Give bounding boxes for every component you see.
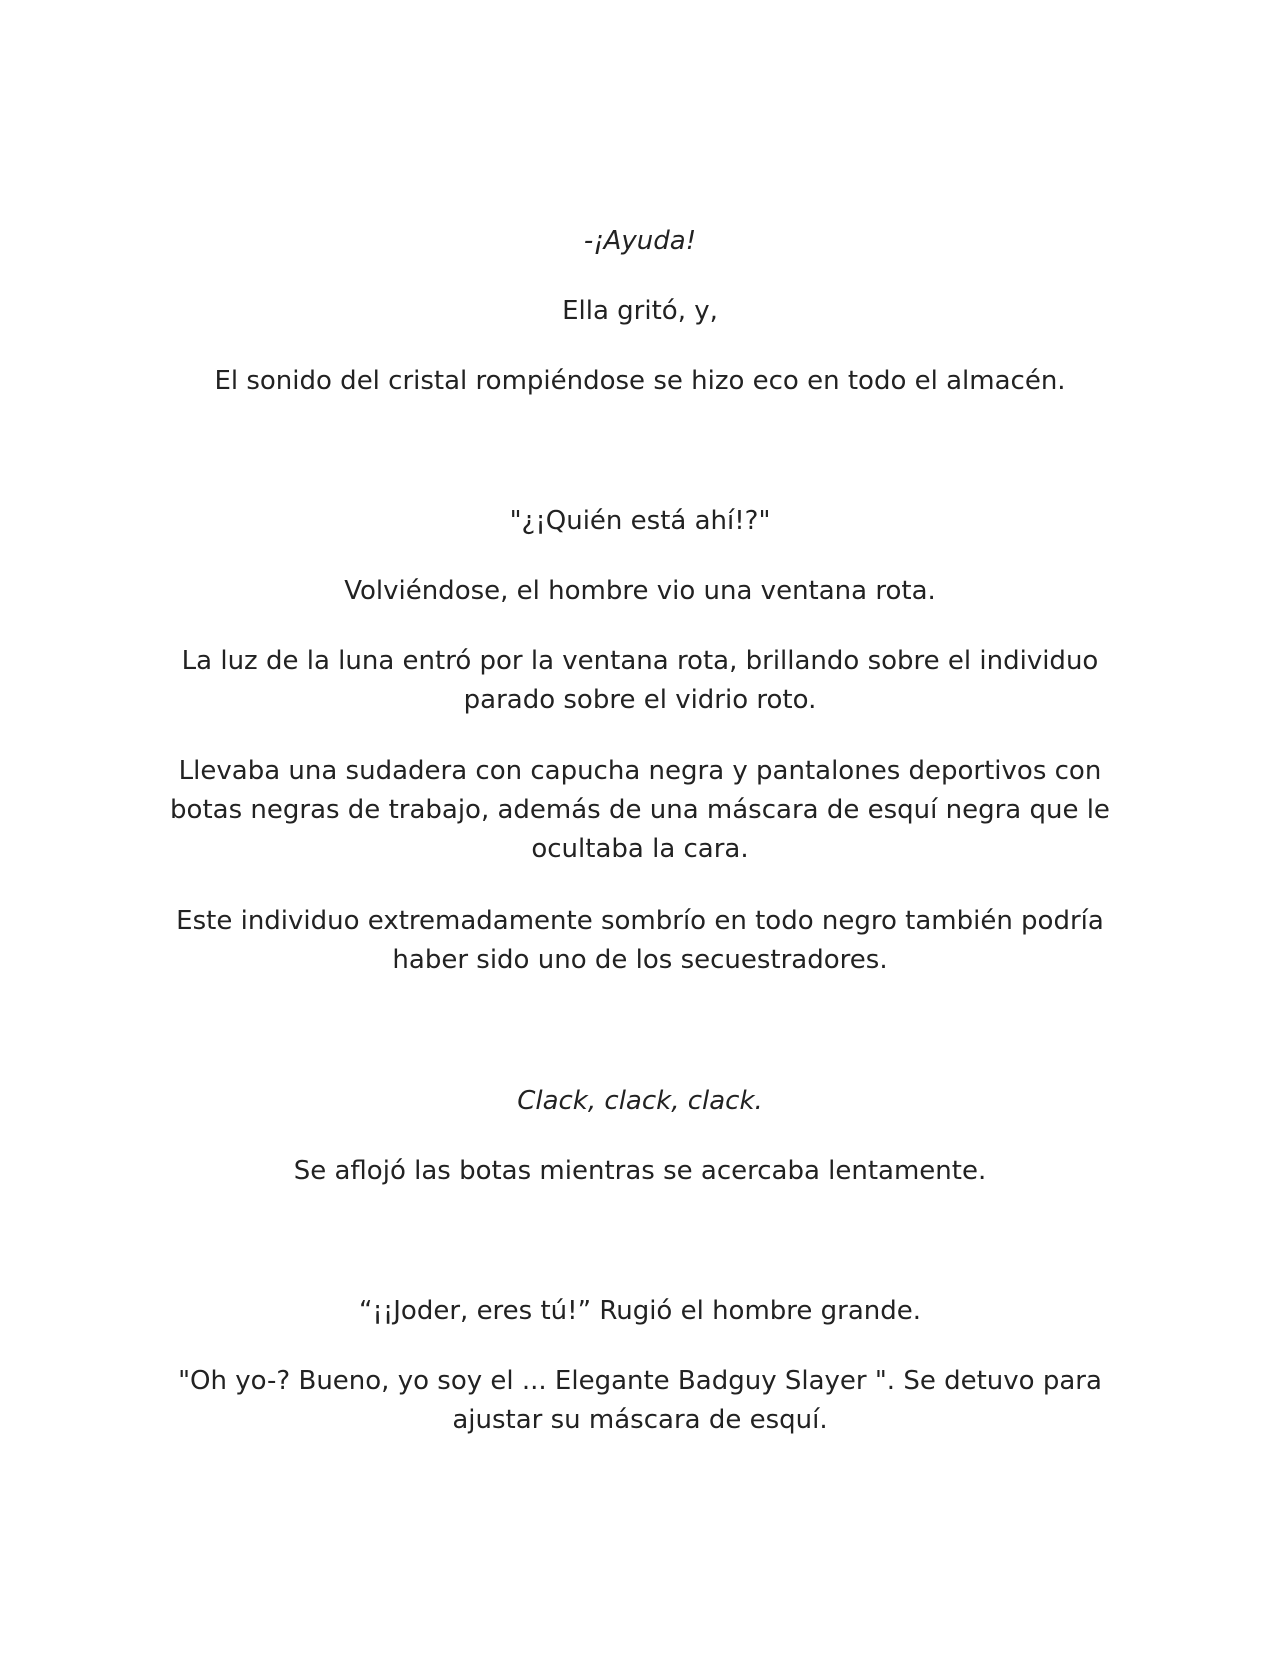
paragraph-clack: Clack, clack, clack. bbox=[517, 1086, 763, 1116]
paragraph-ayuda: -¡Ayuda! bbox=[583, 226, 697, 256]
paragraph-luz-luna: La luz de la luna entró por la ventana rota, brillando sobre el individuo parado sobre el vidrio roto. bbox=[181, 646, 1099, 715]
paragraph-volviendose: Volviéndose, el hombre vio una ventana rota. bbox=[344, 576, 936, 606]
paragraph-individuo-sombrio: Este individuo extremadamente sombrío en todo negro también podría haber sido uno de los secuestradores. bbox=[176, 906, 1104, 975]
paragraph-sonido-cristal: El sonido del cristal rompiéndose se hizo eco en todo el almacén. bbox=[214, 366, 1066, 396]
paragraph-badguy-slayer: "Oh yo-? Bueno, yo soy el ... Elegante Badguy Slayer ". Se detuvo para ajustar su máscara de esquí. bbox=[178, 1366, 1102, 1435]
paragraph-ella-grito: Ella gritó, y, bbox=[562, 296, 718, 326]
paragraph-joder: “¡¡Joder, eres tú!” Rugió el hombre grande. bbox=[358, 1296, 922, 1326]
paragraph-quien-esta: "¿¡Quién está ahí!?" bbox=[509, 506, 771, 536]
paragraph-aflojo-botas: Se aflojó las botas mientras se acercaba lentamente. bbox=[293, 1156, 987, 1186]
paragraph-sudadera: Llevaba una sudadera con capucha negra y pantalones deportivos con botas negras de trabajo, además de una máscara de esquí negra que le ocultaba la cara. bbox=[170, 756, 1110, 864]
